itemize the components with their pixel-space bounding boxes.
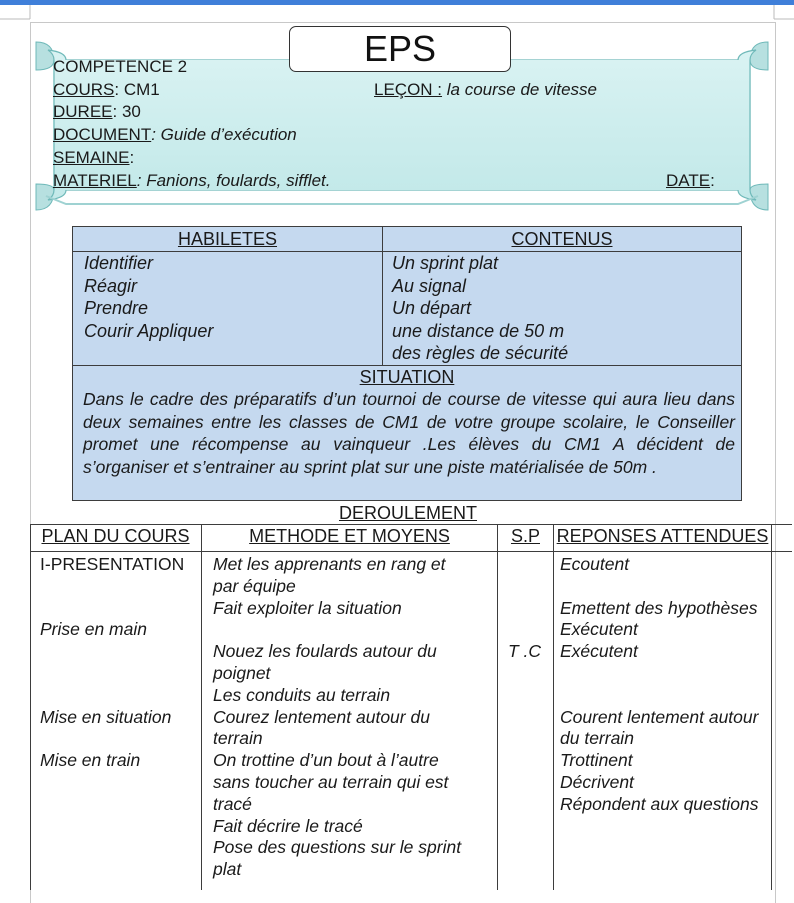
- situation-text: Dans le cadre des préparatifs d’un tournoi de course de vitesse qui aura lieu dans deux semaines entre les classes de CM1 de votre groupe scolaire, le Conseiller promet une récompense au vainqueur .Les élèves du CM1 A décident de s’organiser et s’entrainer au sprint plat sur une piste matérialisée de 50m .: [83, 389, 735, 477]
- cours-label: COURS: [53, 80, 115, 99]
- list-item: Un sprint plat: [392, 253, 499, 273]
- plan-cell: Prise en main: [40, 619, 147, 640]
- plan-cell: Mise en situation: [40, 706, 172, 727]
- deroulement-table: [30, 524, 792, 890]
- situation-title: SITUATION: [359, 367, 455, 387]
- materiel-value: : Fanions, foulards, sifflet.: [136, 171, 331, 190]
- methode-cell: Met les apprenants en rang et: [213, 554, 446, 574]
- date-line: [666, 170, 715, 192]
- methode-cell: On trottine d’un bout à l’autre: [213, 750, 439, 771]
- reponses-cell: Trottinent: [560, 750, 633, 771]
- date-value: :: [710, 171, 715, 190]
- reponses-cell: Ecoutent: [560, 554, 630, 574]
- eps-title: EPS: [363, 28, 437, 69]
- methode-cell: Les conduits au terrain: [213, 684, 391, 705]
- habiletes-list: [84, 252, 213, 342]
- reponses-cell: du terrain: [560, 728, 634, 749]
- plan-header: PLAN DU COURS: [41, 526, 190, 546]
- list-item: Identifier: [84, 253, 154, 273]
- plan-cell: I-PRESENTATION: [40, 554, 185, 574]
- methode-cell: sans toucher au terrain qui est: [213, 772, 449, 792]
- methode-cell: Fait exploiter la situation: [213, 597, 402, 618]
- table-divider: [771, 524, 772, 890]
- reponses-cell: Répondent aux questions: [560, 793, 759, 814]
- cours-line: [53, 79, 160, 101]
- date-label: DATE: [666, 171, 711, 190]
- table-divider: [30, 524, 31, 890]
- semaine-label: SEMAINE: [53, 148, 130, 167]
- duree-value: : 30: [112, 102, 141, 121]
- list-item: des règles de sécurité: [392, 343, 569, 363]
- competence-line: [53, 56, 187, 78]
- habiletes-table: [72, 226, 742, 501]
- methode-cell: Pose des questions sur le sprint: [213, 837, 462, 858]
- methode-cell: Nouez les foulards autour du: [213, 641, 437, 662]
- materiel-label: MATERIEL: [53, 171, 137, 190]
- sp-cell: T .C: [508, 641, 542, 662]
- reponses-cell: Décrivent: [560, 772, 634, 792]
- table-divider: [553, 524, 554, 890]
- document-label: DOCUMENT: [53, 125, 152, 144]
- lecon-value: la course de vitesse: [446, 80, 598, 99]
- document-line: [53, 124, 297, 146]
- duree-line: [53, 101, 141, 123]
- habiletes-header: HABILETES: [177, 229, 278, 249]
- list-item: Au signal: [392, 275, 467, 296]
- lecon-label: LEÇON :: [374, 80, 443, 99]
- methode-header: METHODE ET MOYENS: [249, 526, 450, 546]
- eps-title-box: [289, 26, 511, 72]
- list-item: Un départ: [392, 298, 472, 318]
- methode-cell: Fait décrire le tracé: [213, 815, 363, 836]
- cours-value: : CM1: [114, 80, 160, 99]
- contenus-list: [392, 252, 568, 365]
- methode-cell: tracé: [213, 793, 252, 814]
- lecon-line: [374, 79, 597, 101]
- methode-cell: plat: [213, 859, 242, 880]
- table-divider: [201, 524, 202, 890]
- reponses-cell: Exécutent: [560, 641, 638, 662]
- semaine-line: [53, 147, 134, 169]
- plan-cell: Mise en train: [40, 750, 141, 771]
- methode-cell: terrain: [213, 728, 263, 749]
- reponses-cell: Courent lentement autour: [560, 706, 759, 727]
- methode-cell: par équipe: [213, 575, 296, 596]
- list-item: Prendre: [84, 298, 149, 318]
- competence-text: COMPETENCE 2: [53, 57, 188, 76]
- materiel-line: [53, 170, 330, 192]
- reponses-header: REPONSES ATTENDUES: [556, 526, 769, 546]
- sp-header: S.P: [510, 526, 540, 546]
- methode-cell: poignet: [213, 663, 271, 683]
- methode-cell: Courez lentement autour du: [213, 706, 430, 727]
- deroulement-title: DEROULEMENT: [338, 503, 477, 523]
- list-item: Courir Appliquer: [84, 320, 214, 341]
- contenus-header: CONTENUS: [511, 229, 613, 249]
- table-divider: [30, 551, 792, 552]
- semaine-value: :: [129, 148, 135, 167]
- duree-label: DUREE: [53, 102, 113, 121]
- table-divider: [497, 524, 498, 890]
- document-value: : Guide d’exécution: [151, 125, 297, 144]
- list-item: une distance de 50 m: [392, 320, 565, 341]
- reponses-cell: Emettent des hypothèses: [560, 597, 758, 618]
- reponses-cell: Exécutent: [560, 619, 638, 640]
- list-item: Réagir: [84, 275, 138, 296]
